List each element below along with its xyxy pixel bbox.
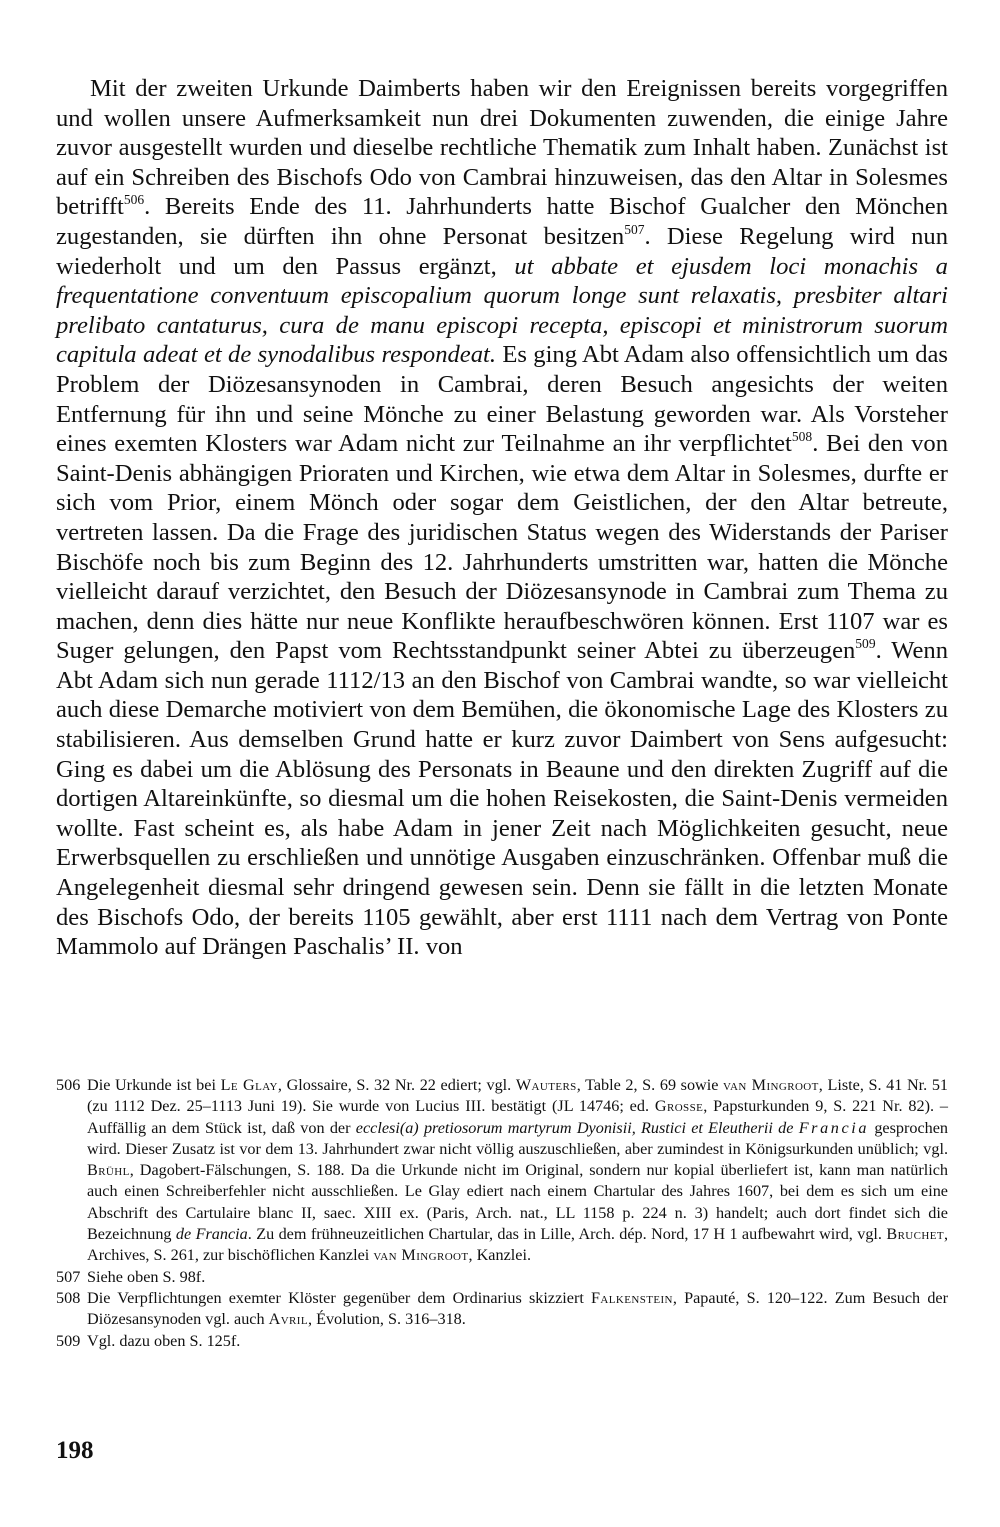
- footnote-ref-506[interactable]: 506: [123, 192, 145, 208]
- footnote-text: , Table 2, S. 69 sowie: [576, 1076, 719, 1094]
- footnote-number: 509: [56, 1331, 81, 1350]
- footnotes: [56, 1075, 948, 1352]
- footnote-text: , Papauté, S. 120–122. Zum Besuch der Diözesansynoden vgl. auch: [87, 1288, 949, 1329]
- author-name: Avril: [268, 1310, 308, 1329]
- footnote-number: 508: [56, 1288, 81, 1307]
- footnote-text: , Glossaire, S. 32 Nr. 22 ediert; vgl.: [277, 1076, 512, 1094]
- text-segment: . Diese Regelung wird nun wiederholt und um den Passus ergänzt,: [56, 222, 948, 280]
- latin-quotation: ut abbate et ejusdem loci monachis a frequentatione conventuum episcopalium quorum longe sunt relaxatis, presbiter altari prelibato cantaturus, cura de manu episcopi recepta, episcopi et ministrorum suorum capitula adeat et de synodalibus respondeat.: [56, 252, 948, 369]
- footnote-text: , Liste, S. 41 Nr. 51 (zu 1112 Dez. 25–1113 Juni 19). Sie wurde von Lucius III. bestätigt (JL 14746; ed.: [87, 1076, 949, 1116]
- author-name: Brühl: [87, 1161, 130, 1180]
- main-text: [56, 74, 948, 962]
- footnote-ref-507[interactable]: 507: [624, 221, 645, 237]
- footnote-509: [56, 1331, 948, 1352]
- main-paragraph: [56, 74, 948, 962]
- author-name: van Mingroot: [723, 1076, 819, 1094]
- author-name: Wauters: [515, 1076, 577, 1094]
- latin-quotation: de Francia: [175, 1225, 248, 1244]
- footnote-text: , Archives, S. 261, zur bischöflichen Kanzlei: [87, 1225, 949, 1265]
- footnote-ref-509[interactable]: 509: [855, 636, 876, 652]
- author-name: Le Glay: [220, 1076, 278, 1094]
- footnote-text: . Zu dem frühneuzeitlichen Chartular, das in Lille, Arch. dép. Nord, 17 H 1 aufbewahrt wird, vgl.: [247, 1225, 882, 1244]
- footnote-number: 506: [56, 1076, 81, 1094]
- footnote-text: gesprochen wird. Dieser Zusatz ist vor dem 13. Jahrhundert zwar nicht völlig auszuschließen, aber zumindest in Königsurkunden unüblich; vgl.: [87, 1118, 949, 1158]
- text-segment: . Wenn Abt Adam sich nun gerade 1112/13 an den Bischof von Cambrai wandte, so war vielleicht auch diese Demarche motiviert von dem Bemühen, die ökonomische Lage des Klosters zu stabilisieren. Aus demselben Grund hatte er kurz zuvor Daimbert von Sens aufgesucht: Ging es dabei um die Ablösung des Personats in Beaune und den direkten Zugriff auf die dortigen Altareinkünfte, so diesmal um die hohen Reisekosten, die Saint-Denis vermeiden wollte. Fast scheint es, als habe Adam in jener Zeit nach Möglichkeiten gesucht, neue Erwerbsquellen zu erschließen und unnötige Ausgaben einzuschränken. Offenbar muß die Angelegenheit diesmal sehr dringend gewesen sein. Denn sie fällt in die letzten Monate des Bischofs Odo, der bereits 1105 gewählt, aber erst 1111 nach dem Vertrag von Ponte Mammolo auf Drängen Paschalis’ II. von: [56, 637, 948, 961]
- text-segment: Es ging Abt Adam also offensichtlich um das Problem der Diözesansynoden in Cambrai, deren Besuch angesichts der weiten Entfernung für ihn und seine Mönche zu einer Belastung geworden war. Als Vorsteher eines exemten Klosters war Adam nicht zur Teilnahme an ihr verpflichtet: [56, 341, 948, 458]
- author-name: Grosse: [654, 1097, 704, 1116]
- footnote-number: 507: [56, 1267, 81, 1286]
- footnote-text: , Papsturkunden 9, S. 221 Nr. 82). – Auffällig an dem Stück ist, daß von der: [87, 1097, 949, 1137]
- footnote-text: , Kanzlei.: [468, 1246, 531, 1265]
- footnote-text: Die Urkunde ist bei: [87, 1076, 216, 1094]
- footnote-text: Siehe oben S. 98f.: [87, 1267, 206, 1286]
- footnote-text: Die Verpflichtungen exemter Klöster gegenüber dem Ordinarius skizziert: [87, 1288, 584, 1307]
- footnote-text: Vgl. dazu oben S. 125f.: [87, 1331, 241, 1350]
- footnote-ref-508[interactable]: 508: [791, 428, 813, 444]
- footnote-507: [56, 1267, 948, 1288]
- footnote-508: [56, 1288, 948, 1331]
- latin-quotation: ecclesi(a) pretiosorum martyrum Dyonisii, Rustici et Eleutherii de: [355, 1118, 794, 1137]
- page-number: 198: [56, 1437, 94, 1464]
- footnote-text: , Dagobert-Fälschungen, S. 188. Da die Urkunde nicht im Original, sondern nur kopial überliefert ist, kann man natürlich auch einen Schreiberfehler nicht ausschließen. Le Glay ediert nach einem Chartular des Jahres 1607, bei dem es sich um eine Abschrift des Cartulaire blanc II, saec. XIII ex. (Paris, Arch. nat., LL 1158 p. 224 n. 3) handelt; auch dort findet sich die Bezeichnung: [87, 1161, 948, 1244]
- text-segment: . Bei den von Saint-Denis abhängigen Prioraten und Kirchen, wie etwa dem Altar in Solesmes, durfte er sich vom Prior, einem Mönch oder sogar dem Geistlichen, der den Altar betreute, vertreten lassen. Da die Frage des juridischen Status wegen des Widerstands der Pariser Bischöfe noch bis zum Beginn des 12. Jahrhunderts umstritten war, hatten die Mönche vielleicht darauf verzichtet, den Besuch der Diözesansynode in Cambrai zum Thema zu machen, denn dies hätte nur neue Konflikte heraufbeschwören können. Erst 1107 war es Suger gelungen, den Papst vom Rechtsstandpunkt seiner Abtei zu überzeugen: [56, 430, 948, 665]
- latin-spaced: Francia: [798, 1118, 870, 1137]
- footnote-text: , Évolution, S. 316–318.: [307, 1310, 466, 1329]
- author-name: Falkenstein: [591, 1288, 673, 1307]
- author-name: Bruchet: [886, 1225, 944, 1244]
- footnote-506: [56, 1075, 948, 1267]
- author-name: van Mingroot: [373, 1246, 469, 1265]
- text-segment: Mit der zweiten Urkunde Daimberts haben wir den Ereignissen bereits vorgegriffen und wollen unsere Aufmerksamkeit nun drei Dokumenten zuwenden, die einige Jahre zuvor ausgestellt wurden und dieselbe rechtliche Thematik zum Inhalt haben. Zunächst ist auf ein Schreiben des Bischofs Odo von Cambrai hinzuweisen, das den Altar in Solesmes betrifft: [56, 75, 948, 221]
- text-segment: . Bereits Ende des 11. Jahrhunderts hatte Bischof Gualcher den Mönchen zugestanden, sie dürften ihn ohne Personat besitzen: [56, 193, 948, 250]
